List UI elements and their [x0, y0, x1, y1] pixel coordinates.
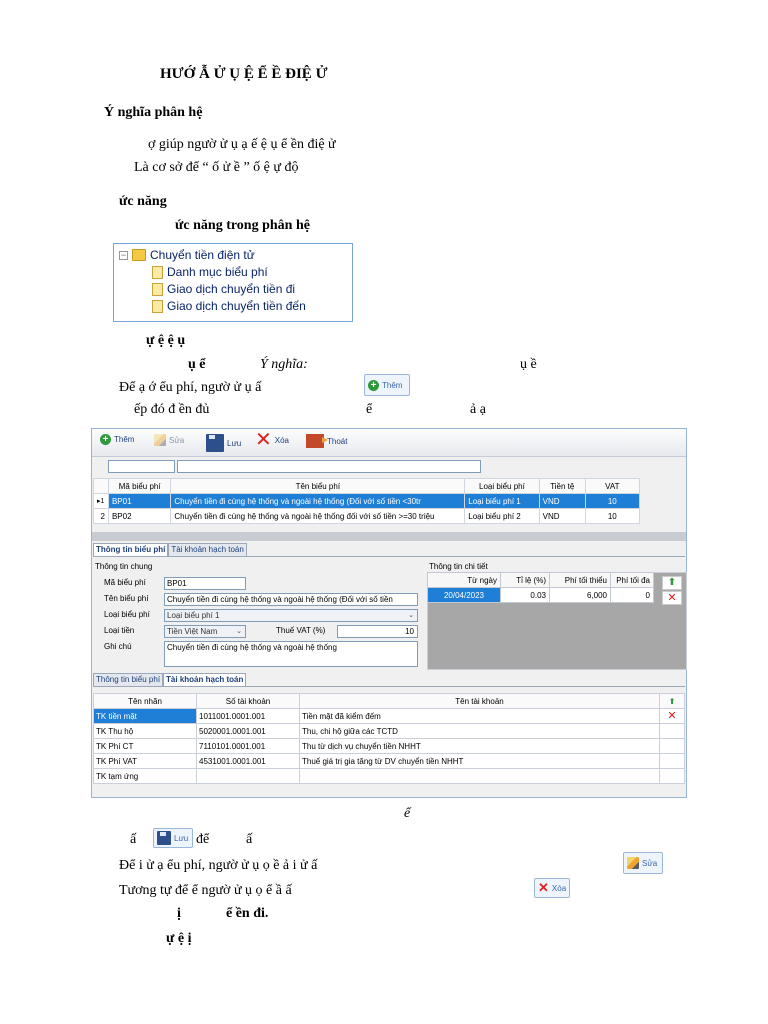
tree-root-label: Chuyển tiền điện tử — [150, 248, 255, 262]
document-icon — [152, 300, 163, 313]
paragraph-line: ự ệ ệ ụ — [146, 333, 186, 348]
tree-item-label: Giao dịch chuyển tiền đến — [167, 299, 306, 313]
document-title: HƯỚ Ẫ Ử Ụ Ệ Ể Ề ĐIỆ Ử — [160, 66, 328, 82]
section-heading-meaning: Ý nghĩa phân hệ — [104, 105, 203, 120]
detail-tabs-2 — [93, 673, 246, 686]
exit-icon — [306, 434, 324, 448]
edit-button-inline: Sửa — [623, 852, 663, 874]
add-button[interactable]: + Thêm — [100, 434, 134, 445]
section-heading-functions-in-module: ức năng trong phân hệ — [175, 218, 310, 233]
table-row[interactable]: TK Phí CT 7110101.0001.001 Thu từ dịch vụ chuyển tiền NHHT — [94, 739, 685, 754]
delete-account-icon[interactable]: ✕ — [660, 709, 685, 724]
detail-tabs — [93, 543, 247, 556]
tree-root[interactable] — [119, 248, 255, 262]
chevron-down-icon: ⌄ — [408, 612, 414, 619]
save-button[interactable]: Lưu — [206, 434, 241, 452]
edit-icon — [627, 857, 639, 869]
edit-button[interactable]: Sửa — [154, 434, 184, 446]
add-account-icon[interactable]: ⬆ — [660, 694, 685, 709]
fee-schedule-window — [91, 428, 687, 798]
tree-item-label: Giao dịch chuyển tiền đi — [167, 282, 296, 296]
filter-name-input[interactable] — [177, 460, 481, 473]
tree-item-fee-list[interactable] — [152, 265, 268, 279]
tree-item-incoming[interactable] — [152, 299, 306, 313]
exit-button[interactable]: Thoát — [306, 434, 347, 448]
section-heading-functions: ức năng — [119, 194, 167, 209]
col-vat[interactable]: VAT — [585, 479, 639, 494]
table-row[interactable]: 2 BP02 Chuyển tiền đi cùng hệ thống và ngoài hệ thống đối với số tiền >=30 triệu Loại biểu phí 2 VND 10 — [94, 509, 685, 524]
fee-grid — [93, 478, 685, 524]
folder-icon — [132, 249, 146, 261]
paragraph-line: ợ giúp ngườ ử ụ ạ ế ệ ụ ể ền điệ ử — [148, 137, 336, 152]
document-icon — [152, 266, 163, 279]
tab-fee-info[interactable]: Thông tin biểu phí — [93, 673, 163, 686]
paragraph-line: ụ ể — [188, 357, 206, 372]
delete-icon: ✕ — [538, 880, 549, 895]
paragraph-line: ấ — [130, 832, 137, 847]
code-label: Mã biểu phí — [104, 578, 146, 587]
delete-row-icon[interactable]: ✕ — [662, 591, 682, 605]
col-name[interactable]: Tên biểu phí — [171, 479, 465, 494]
filter-code-input[interactable] — [108, 460, 175, 473]
tab-accounting[interactable]: Tài khoản hạch toán — [163, 673, 246, 686]
table-row[interactable]: TK tạm ứng — [94, 769, 685, 784]
paragraph-line: ể — [366, 402, 373, 417]
paragraph-line: Ý nghĩa: — [260, 357, 308, 372]
vat-label: Thuế VAT (%) — [276, 626, 326, 635]
paragraph-line: Để i ử ạ ểu phí, ngườ ử ụ ọ ề ả i ử ấ — [119, 858, 318, 873]
table-row[interactable]: TK tiền mặt 1011001.0001.001 Tiền mặt đã kiểm đếm ✕ — [94, 709, 685, 724]
currency-label: Loại tiền — [104, 626, 135, 635]
tab-fee-info[interactable]: Thông tin biểu phí — [93, 543, 168, 556]
code-field[interactable]: BP01 — [164, 577, 246, 590]
name-field[interactable]: Chuyển tiền đi cùng hệ thống và ngoài hệ thống (Đối với số tiền — [164, 593, 418, 606]
table-row[interactable]: 20/04/2023 0.03 6,000 0 — [428, 588, 654, 603]
chevron-down-icon: ⌄ — [236, 628, 242, 635]
detail-table: Từ ngày Tỉ lệ (%) Phí tối thiểu Phí tối đa 20/04/2023 0.03 6,000 0 — [427, 572, 654, 603]
delete-button[interactable]: ✕ Xóa — [255, 429, 289, 451]
add-icon: + — [100, 434, 111, 445]
delete-button-inline: ✕ Xóa — [534, 878, 570, 898]
col-type[interactable]: Loại biểu phí — [465, 479, 539, 494]
edit-icon — [154, 434, 166, 446]
save-icon — [206, 434, 224, 452]
paragraph-line: ả ạ — [470, 402, 486, 417]
tree-item-label: Danh mục biểu phí — [167, 265, 268, 279]
type-label: Loại biểu phí — [104, 610, 150, 619]
add-row-icon[interactable]: ⬆ — [662, 576, 682, 590]
paragraph-line: Tương tự để ể ngườ ử ụ ọ ể ầ ấ — [119, 883, 292, 898]
module-tree — [113, 243, 353, 322]
paragraph-line: ếp đó đ ền đủ — [134, 402, 210, 417]
vat-field[interactable]: 10 — [337, 625, 418, 638]
document-icon — [152, 283, 163, 296]
paragraph-line: Để ạ ớ ểu phí, ngườ ử ụ ấ — [119, 380, 262, 395]
note-field[interactable]: Chuyển tiền đi cùng hệ thống và ngoài hệ thống — [164, 641, 418, 667]
paragraph-line: ấ — [246, 832, 253, 847]
detail-info-heading: Thông tin chi tiết — [429, 562, 488, 571]
paragraph-line: ụ ề — [520, 357, 537, 372]
col-code[interactable]: Mã biểu phí — [108, 479, 170, 494]
paragraph-line: để — [196, 832, 210, 847]
col-currency[interactable]: Tiền tệ — [539, 479, 585, 494]
toolbar — [92, 429, 686, 457]
table-row[interactable]: TK Phí VAT 4531001.0001.001 Thuế giá trị gia tăng từ DV chuyển tiền NHHT — [94, 754, 685, 769]
save-icon — [157, 831, 171, 845]
figure-caption: ể — [404, 806, 411, 821]
tree-item-outgoing[interactable] — [152, 282, 295, 296]
name-label: Tên biểu phí — [104, 594, 149, 603]
collapse-icon[interactable]: − — [120, 249, 127, 260]
table-row[interactable]: ▸1 BP01 Chuyển tiền đi cùng hệ thống và ngoài hệ thống (Đối với số tiền <30tr Loại biểu phí 1 VND 10 — [94, 494, 685, 509]
paragraph-line: ể ền đi. — [226, 906, 269, 921]
add-button-inline: + Thêm — [364, 374, 410, 396]
table-row[interactable]: TK Thu hộ 5020001.0001.001 Thu, chi hộ giữa các TCTD — [94, 724, 685, 739]
type-select[interactable]: Loại biểu phí 1 ⌄ — [164, 609, 418, 622]
save-button-inline: Lưu — [153, 828, 193, 848]
note-label: Ghi chú — [104, 642, 132, 651]
paragraph-line: ị — [177, 906, 181, 921]
paragraph-line: Là cơ sở để “ ố ử ề ” ố ệ ự độ — [134, 160, 299, 175]
currency-select[interactable]: Tiền Việt Nam ⌄ — [164, 625, 246, 638]
tab-accounting[interactable]: Tài khoản hạch toán — [168, 543, 247, 556]
general-info-heading: Thông tin chung — [95, 562, 153, 571]
accounts-table: Tên nhãn Số tài khoản Tên tài khoản ⬆ TK tiền mặt 1011001.0001.001 Tiền mặt đã kiểm đếm ✕ TK Thu hộ 5020001.0001.001 Thu, chi hộ giữa các TCTD TK Phí CT 7110101.0001.001 Thu từ dịch vụ chuyển tiền NHHT TK Phí VAT 4531001.0001.001 Thuế giá trị gia tăng từ DV chuyển tiền NHHT TK tạm ứng — [93, 693, 685, 784]
delete-icon: ✕ — [255, 429, 272, 451]
paragraph-line: ự ệ ị — [166, 931, 192, 946]
add-icon: + — [368, 380, 379, 391]
